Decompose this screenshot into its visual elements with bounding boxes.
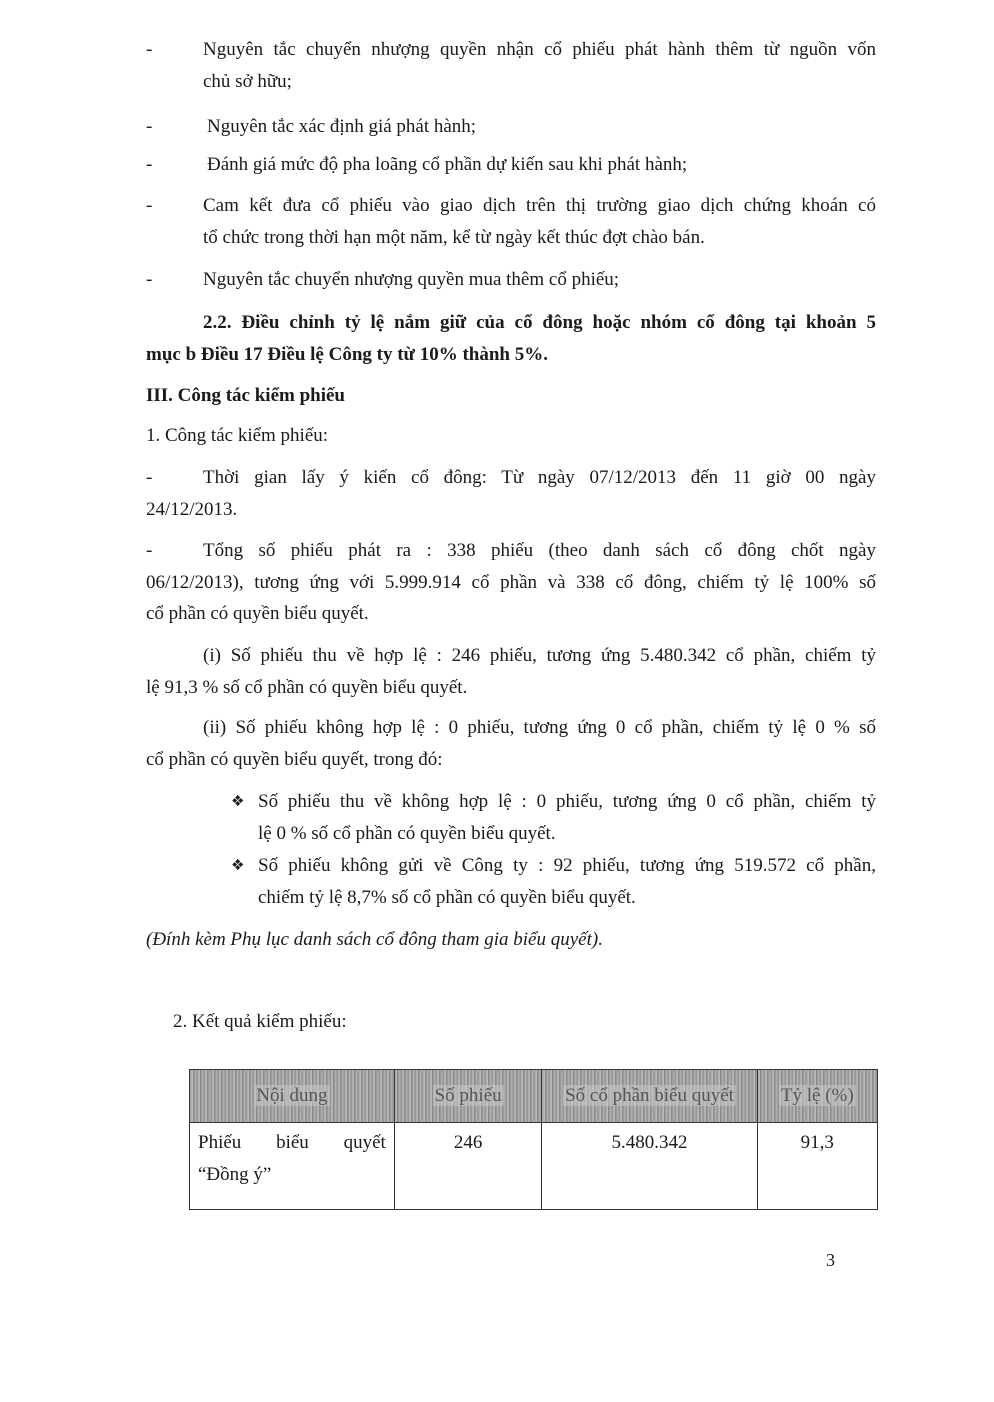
table-header-cell: Nội dung bbox=[190, 1070, 395, 1123]
paragraph-line: lệ 91,3 % số cổ phần có quyền biểu quyết. bbox=[146, 677, 468, 698]
list-item-line: chủ sở hữu; bbox=[203, 71, 292, 92]
list-marker: - bbox=[146, 154, 153, 175]
list-item-line: Nguyên tắc xác định giá phát hành; bbox=[207, 116, 477, 137]
paragraph-line: cổ phần có quyền biểu quyết. bbox=[146, 603, 369, 624]
list-item-line: tổ chức trong thời hạn một năm, kể từ ngày kết thúc đợt chào bán. bbox=[203, 227, 705, 248]
bullet-line: Số phiếu thu về không hợp lệ : 0 phiếu, tương ứng 0 cổ phần, chiếm tỷ bbox=[258, 791, 876, 812]
list-marker: - bbox=[146, 195, 153, 216]
list-item-line: Đánh giá mức độ pha loãng cổ phần dự kiến sau khi phát hành; bbox=[207, 154, 688, 175]
bullet-line: lệ 0 % số cổ phần có quyền biểu quyết. bbox=[258, 823, 556, 844]
paragraph-line: 06/12/2013), tương ứng với 5.999.914 cổ phần và 338 cổ đông, chiếm tỷ lệ 100% số bbox=[146, 572, 876, 593]
bullet-line: Số phiếu không gửi về Công ty : 92 phiếu, tương ứng 519.572 cổ phần, bbox=[258, 855, 876, 876]
list-item-line: Nguyên tắc chuyển nhượng quyền mua thêm cổ phiếu; bbox=[203, 269, 620, 290]
table-header-row bbox=[190, 1070, 878, 1123]
paragraph-line: (ii) Số phiếu không hợp lệ : 0 phiếu, tương ứng 0 cổ phần, chiếm tỷ lệ 0 % số bbox=[203, 717, 876, 738]
page-number: 3 bbox=[826, 1250, 835, 1270]
subsection-heading: 1. Công tác kiểm phiếu: bbox=[146, 425, 329, 446]
table-cell-shares: 5.480.342 bbox=[542, 1123, 757, 1210]
diamond-bullet-icon: ❖ bbox=[231, 794, 245, 810]
section-heading: III. Công tác kiểm phiếu bbox=[146, 385, 345, 406]
section-heading: mục b Điều 17 Điều lệ Công ty từ 10% thành 5%. bbox=[146, 344, 548, 365]
list-marker: - bbox=[146, 467, 153, 488]
list-marker: - bbox=[146, 540, 153, 561]
table-header-cell: Số phiếu bbox=[394, 1070, 542, 1123]
paragraph-line: Tổng số phiếu phát ra : 338 phiếu (theo danh sách cổ đông chốt ngày bbox=[203, 540, 876, 561]
bullet-line: chiếm tỷ lệ 8,7% số cổ phần có quyền biểu quyết. bbox=[258, 887, 636, 908]
attachment-note: (Đính kèm Phụ lục danh sách cổ đông tham gia biểu quyết). bbox=[146, 929, 603, 950]
list-item-line: Nguyên tắc chuyển nhượng quyền nhận cổ phiếu phát hành thêm từ nguồn vốn bbox=[203, 39, 876, 60]
subsection-heading: 2. Kết quả kiểm phiếu: bbox=[173, 1011, 347, 1032]
list-item-line: Cam kết đưa cổ phiếu vào giao dịch trên thị trường giao dịch chứng khoán có bbox=[203, 195, 876, 216]
table-header-cell: Tỷ lệ (%) bbox=[757, 1070, 877, 1123]
paragraph-line: Thời gian lấy ý kiến cổ đông: Từ ngày 07/12/2013 đến 11 giờ 00 ngày bbox=[203, 467, 876, 488]
table-cell-votes: 246 bbox=[394, 1123, 542, 1210]
list-marker: - bbox=[146, 269, 153, 290]
list-marker: - bbox=[146, 116, 153, 137]
section-heading: 2.2. Điều chỉnh tỷ lệ nắm giữ của cổ đông hoặc nhóm cổ đông tại khoản 5 bbox=[203, 312, 876, 333]
paragraph-line: (i) Số phiếu thu về hợp lệ : 246 phiếu, tương ứng 5.480.342 cổ phần, chiếm tỷ bbox=[203, 645, 876, 666]
table-cell-content: Phiếu biểu quyết “Đồng ý” bbox=[190, 1123, 395, 1210]
paragraph-line: cổ phần có quyền biểu quyết, trong đó: bbox=[146, 749, 443, 770]
table-header-cell: Số cổ phần biểu quyết bbox=[542, 1070, 757, 1123]
diamond-bullet-icon: ❖ bbox=[231, 858, 245, 874]
list-marker: - bbox=[146, 39, 153, 60]
result-table bbox=[189, 1069, 878, 1210]
table-row bbox=[190, 1123, 878, 1210]
table-cell-ratio: 91,3 bbox=[757, 1123, 877, 1210]
paragraph-line: 24/12/2013. bbox=[146, 499, 238, 520]
